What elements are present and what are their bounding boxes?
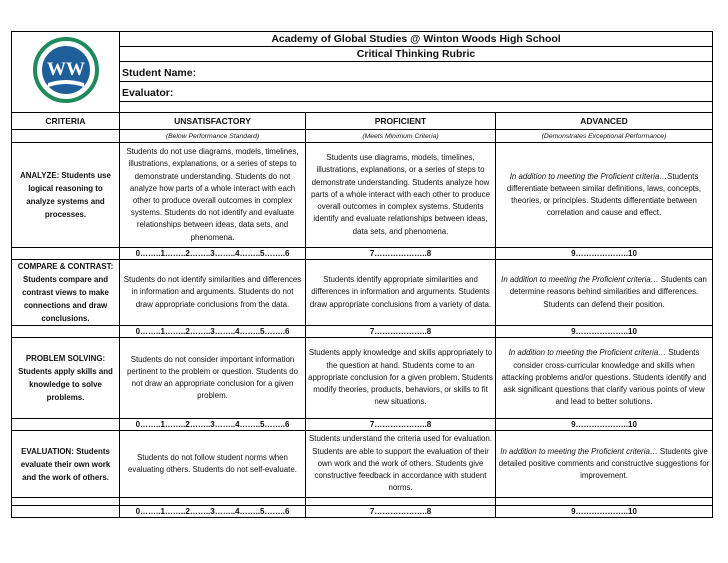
column-subheader-unsatisfactory: (Below Performance Standard) (120, 130, 306, 143)
criteria-cell: PROBLEM SOLVING: Students apply skills and knowledge to solve problems. (12, 338, 120, 419)
row-spacer (12, 498, 713, 506)
advanced-lead: In addition to meeting the Proficient criteria…S (509, 171, 673, 181)
score-scale-proficient[interactable]: 7………………..8 (306, 506, 496, 518)
rubric-title: Critical Thinking Rubric (120, 47, 713, 62)
score-scale-unsatisfactory[interactable]: 0……..1……..2……..3……..4……..5……..6 (120, 326, 306, 338)
score-blank (12, 248, 120, 260)
column-subheader-criteria (12, 130, 120, 143)
table-row (12, 143, 713, 248)
advanced-cell (496, 431, 713, 498)
criteria-cell: EVALUATION: Students evaluate their own work and the work of others. (12, 431, 120, 498)
score-scale-advanced[interactable]: 9………………..10 (496, 506, 713, 518)
rubric-table (11, 31, 713, 518)
spacer-cell (12, 498, 120, 506)
logo-text: WW (46, 59, 85, 80)
score-row (12, 506, 713, 518)
proficient-cell: Students use diagrams, models, timelines, illustrations, explanations, or a series of steps to demonstrate understanding. Students analyze how parts of a whole interact with each other to produce overall outcomes in complex systems. Students identify and evaluate relationships between ideas, data sets, and phenomena. (306, 143, 496, 248)
score-row (12, 248, 713, 260)
score-scale-advanced[interactable]: 9………………..10 (496, 326, 713, 338)
unsatisfactory-cell: Students do not consider important information pertinent to the problem or question. Students do not draw an appropriate conclusion for a given problem. (120, 338, 306, 419)
column-header-unsatisfactory: UNSATISFACTORY (120, 113, 306, 130)
table-row (12, 260, 713, 326)
score-row (12, 326, 713, 338)
advanced-cell (496, 143, 713, 248)
advanced-lead: In addition to meeting the Proficient criteria… (508, 348, 667, 358)
proficient-cell: Students understand the criteria used for evaluation. Students are able to support the evaluation of their own work and the work of others. Students give constructive feedback in accordance with student norms. (306, 431, 496, 498)
column-header-advanced: ADVANCED (496, 113, 713, 130)
score-scale-unsatisfactory[interactable]: 0……..1……..2……..3……..4……..5……..6 (120, 248, 306, 260)
column-subheader-advanced: (Demonstrates Exceptional Performance) (496, 130, 713, 143)
column-header-proficient: PROFICIENT (306, 113, 496, 130)
column-subheader-proficient: (Meets Minimum Criteria) (306, 130, 496, 143)
score-scale-advanced[interactable]: 9………………..10 (496, 419, 713, 431)
spacer-cell (306, 498, 496, 506)
spacer-cell (120, 498, 306, 506)
proficient-cell: Students identify appropriate similarities and differences in information and arguments. Students draw appropriate conclusions from a variety of data. (306, 260, 496, 326)
unsatisfactory-cell: Students do not identify similarities and differences in information and arguments. Students do not draw appropriate conclusions from the data. (120, 260, 306, 326)
score-scale-proficient[interactable]: 7………………..8 (306, 419, 496, 431)
score-blank (12, 419, 120, 431)
criteria-cell: COMPARE & CONTRAST: Students compare and contrast views to make connections and draw conclusions. (12, 260, 120, 326)
student-name-field[interactable] (120, 62, 713, 82)
score-row (12, 419, 713, 431)
logo-cell (12, 32, 120, 113)
advanced-text: Students consider cross-curricular knowledge and skills when attacking problems and/or questions. Students identify and ask significant questions that clarify various points of view and lead to better solutions. (501, 348, 707, 407)
column-header-criteria: CRITERIA (12, 113, 120, 130)
score-blank (12, 326, 120, 338)
advanced-cell (496, 338, 713, 419)
advanced-lead: In addition to meeting the Proficient criteria… (500, 446, 658, 456)
score-blank (12, 506, 120, 518)
advanced-text: Students can determine reasons behind similarities and differences. Students can defend their position. (509, 275, 707, 309)
school-logo (26, 37, 106, 107)
student-name-label: Student Name: (122, 66, 197, 79)
advanced-lead: In addition to meeting the Proficient criteria… (501, 275, 659, 285)
advanced-text: Students give detailed positive comments and constructive suggestions for improvement. (498, 446, 710, 481)
header-spacer (120, 102, 713, 113)
score-scale-unsatisfactory[interactable]: 0……..1……..2……..3……..4……..5……..6 (120, 419, 306, 431)
table-row (12, 338, 713, 419)
school-name: Academy of Global Studies @ Winton Woods High School (120, 32, 713, 47)
table-row (12, 431, 713, 498)
evaluator-field[interactable] (120, 82, 713, 102)
score-scale-proficient[interactable]: 7………………..8 (306, 326, 496, 338)
logo-emblem-icon (26, 37, 106, 107)
criteria-cell: ANALYZE: Students use logical reasoning to analyze systems and processes. (12, 143, 120, 248)
advanced-cell (496, 260, 713, 326)
proficient-cell: Students apply knowledge and skills appropriately to the question at hand. Students come to an appropriate conclusion for a given problem. Students modify theories, products, behaviors, or skills to fit new situations. (306, 338, 496, 419)
spacer-cell (496, 498, 713, 506)
advanced-text: tudents differentiate between similar definitions, laws, concepts, theories, or principles. Students differentiate between correlation and cause and effect. (506, 171, 702, 218)
unsatisfactory-cell: Students do not use diagrams, models, timelines, illustrations, explanations, or a series of steps to demonstrate understanding. Students do not analyze how parts of a whole interact with each other to produce overall outcomes in complex systems. Students do not identify and evaluate relationships between ideas, data sets, and phenomena. (120, 143, 306, 248)
score-scale-proficient[interactable]: 7………………..8 (306, 248, 496, 260)
evaluator-label: Evaluator: (122, 86, 174, 99)
score-scale-unsatisfactory[interactable]: 0……..1……..2……..3……..4……..5……..6 (120, 506, 306, 518)
rubric-sheet (11, 31, 712, 518)
unsatisfactory-cell: Students do not follow student norms when evaluating others. Students do not self-evaluate. (120, 431, 306, 498)
score-scale-advanced[interactable]: 9………………..10 (496, 248, 713, 260)
